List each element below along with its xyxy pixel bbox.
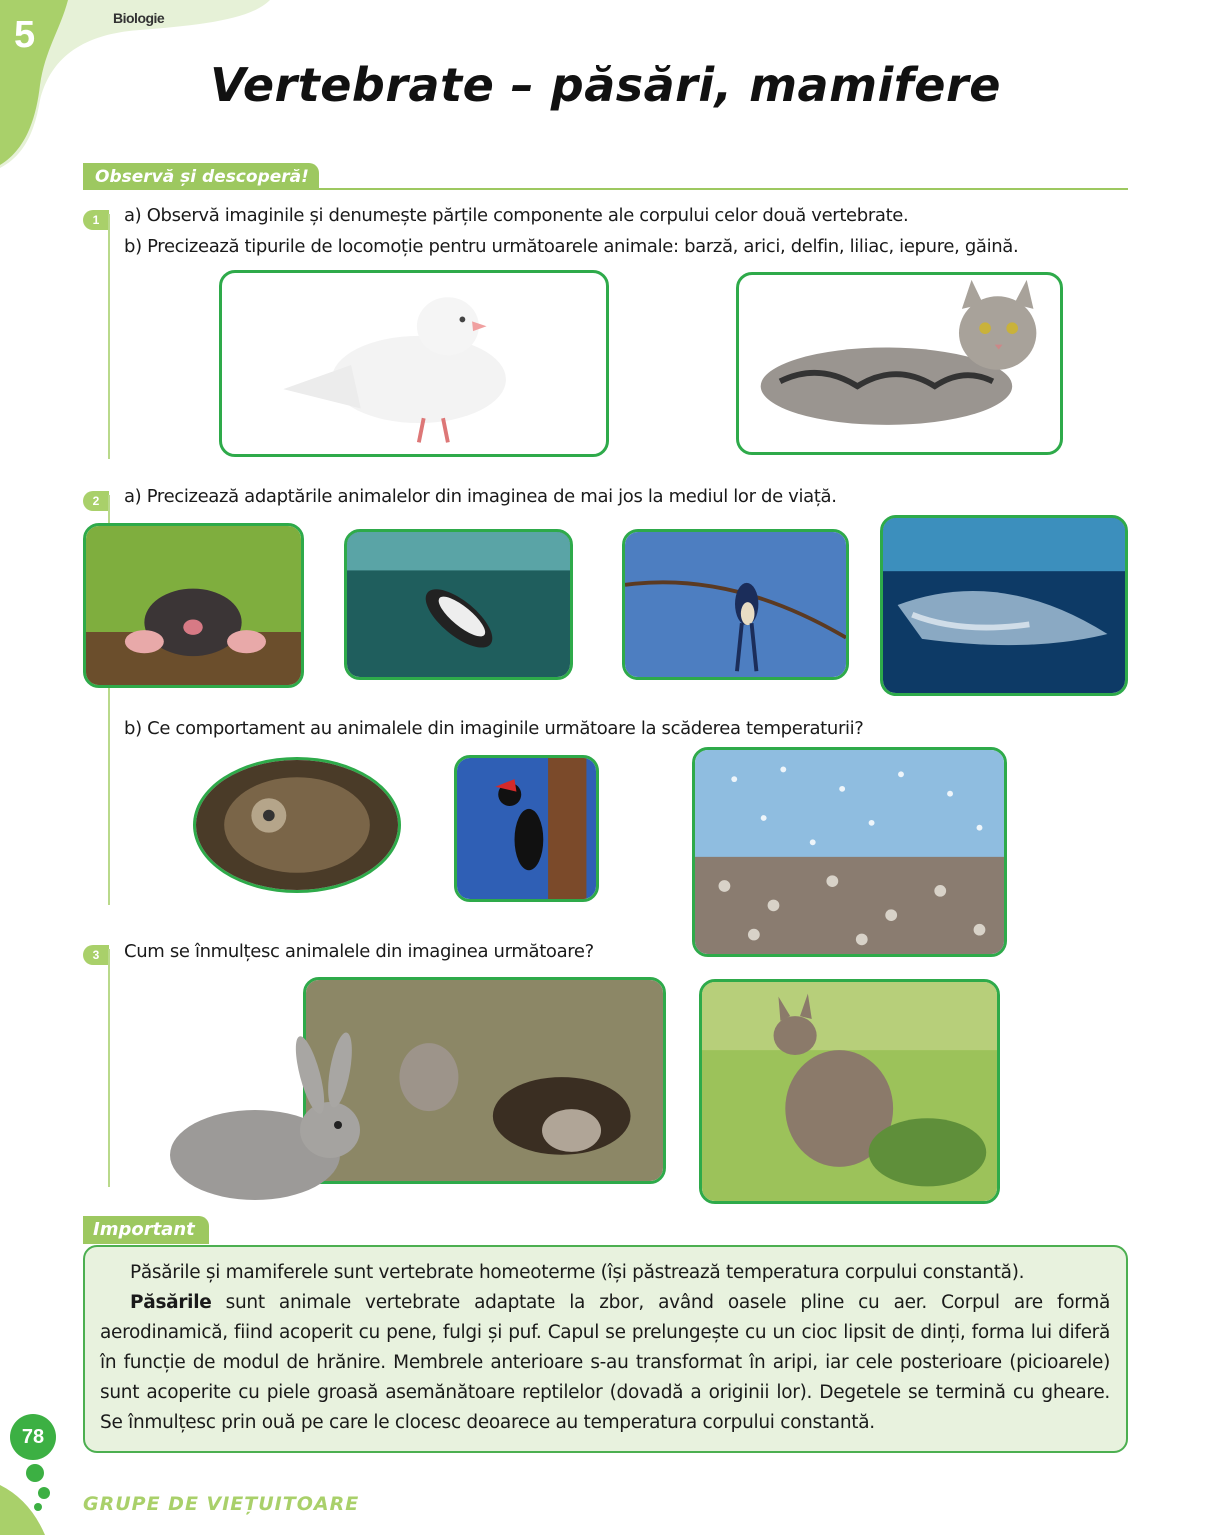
page-number: 78 (10, 1414, 56, 1460)
chapter-number: 5 (14, 14, 36, 56)
important-bold-term: Păsările (130, 1292, 212, 1313)
question-1b-text: b) Precizează tipurile de locomoție pentru următoarele animale: barză, arici, delfin, liliac, iepure, găină. (124, 236, 1019, 257)
swallow-photo (622, 529, 849, 680)
hedgehog-illustration (196, 760, 398, 890)
penguin-illustration (347, 532, 570, 677)
question-2b-text: b) Ce comportament au animalele din imaginile următoare la scăderea temperaturii? (124, 718, 864, 739)
mole-illustration (86, 526, 301, 685)
question-3-text: Cum se înmulțesc animalele din imaginea următoare? (124, 941, 594, 962)
question-3-number: 3 (83, 945, 109, 965)
footer-dots-decoration (0, 1455, 60, 1535)
geese-flock-illustration (695, 750, 1004, 954)
question-1-rule (108, 214, 110, 459)
important-paragraph-1: Păsările și mamiferele sunt vertebrate homeoterme (își păstrează temperatura corpului constantă). (130, 1262, 1025, 1283)
section-tab-observe: Observă și descoperă! (83, 163, 319, 190)
woodpecker-photo (454, 755, 599, 902)
question-3-rule (108, 949, 110, 1187)
section-divider (83, 188, 1128, 190)
subject-label: Biologie (113, 10, 165, 26)
pigeon-photo (219, 270, 609, 457)
whale-illustration (883, 518, 1125, 693)
grey-rabbit-cutout (160, 1030, 370, 1210)
question-2a-text: a) Precizează adaptările animalelor din imaginea de mai jos la mediul lor de viață. (124, 486, 837, 507)
important-tab: Important (83, 1216, 209, 1244)
wallaby-illustration (702, 982, 997, 1201)
cat-illustration (739, 275, 1060, 452)
important-paragraph-2 (100, 1288, 1110, 1438)
swallow-illustration (625, 532, 846, 677)
penguin-photo (344, 529, 573, 680)
mole-photo (83, 523, 304, 688)
whale-photo (880, 515, 1128, 696)
question-1-number: 1 (83, 210, 109, 230)
wallaby-photo (699, 979, 1000, 1204)
geese-migration-photo (692, 747, 1007, 957)
pigeon-illustration (222, 273, 606, 454)
question-1a-text: a) Observă imaginile și denumește părțile componente ale corpului celor două vertebrate. (124, 205, 909, 226)
woodpecker-illustration (457, 758, 596, 899)
important-paragraph-2-text: sunt animale vertebrate adaptate la zbor, având oasele pline cu aer. Corpul are formă aerodinamică, fiind acoperit cu pene, fulgi și puf. Capul se prelungește cu un cioc lipsit de dinți, forma lui diferă în funcție de modul de hrănire. Membrele anterioare s-au transformat în aripi, iar cele posterioare (picioarele) sunt acoperite cu piele groasă asemănătoare reptilelor (dovadă a originii lor). Degetele se termină cu gheare. Se înmulțesc prin ouă pe care le clocesc deoarece au temperatura corpului constantă. (100, 1292, 1110, 1433)
footer-chapter-title: GRUPE DE VIEȚUITOARE (83, 1493, 360, 1515)
question-2-number: 2 (83, 491, 109, 511)
cat-photo (736, 272, 1063, 455)
hedgehog-photo (193, 757, 401, 893)
page-title: Vertebrate – păsări, mamifere (210, 58, 1001, 112)
